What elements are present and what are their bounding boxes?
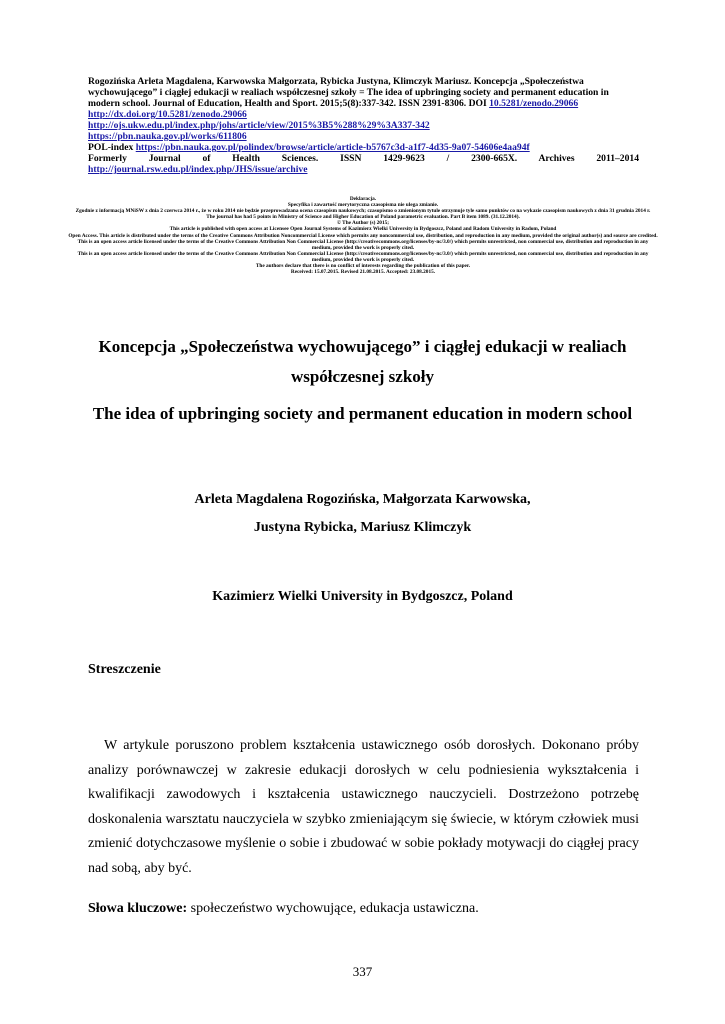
declaration-line: Zgodnie z informacją MNiSW z dnia 2 czerwca 2014 r., że w roku 2014 nie będzie przeprowadzana ocena czasopism naukowych; czasopismo o zmienionym tytule otrzymuje tyle samo punktów co na wykazie czasopism naukowych z dnia 31 grudnia 2014 r. bbox=[75, 208, 651, 215]
doi-link[interactable]: 10.5281/zenodo.29066 bbox=[489, 98, 579, 109]
abstract-text: W artykule poruszono problem kształcenia ustawicznego osób dorosłych. Dokonano próby analizy porównawczej w zakresie edukacji dorosłych w celu podniesienia wykształcenia i kwalifikacji zawodowych i kształcenia ustawicznego nauczycieli. Dostrzeżono potrzebę doskonalenia warsztatu nauczyciela w szybko zmieniającym się świecie, w którym człowiek musi zmienić dotychczasowe myślenie o sobie i zbudować w sobie pokłady motywacji do ciągłej pracy nad sobą, aby być. bbox=[88, 738, 639, 876]
declaration-line: © The Author (s) 2015; bbox=[336, 220, 390, 227]
declaration-line: Specyfika i zawartość merytoryczna czasopisma nie ulega zmianie. bbox=[287, 202, 439, 209]
declaration-line: The journal has had 5 points in Ministry of Science and Higher Education of Poland parametric evaluation. Part B item 1089. (31.12.2014). bbox=[206, 214, 520, 221]
author-list bbox=[80, 486, 645, 542]
title-english: The idea of upbringing society and permanent education in modern school bbox=[92, 404, 633, 423]
author-line: Arleta Magdalena Rogozińska, Małgorzata Karwowska, bbox=[194, 492, 531, 507]
abstract-heading: Streszczenie bbox=[88, 662, 161, 677]
archive-link[interactable]: http://journal.rsw.edu.pl/index.php/JHS/issue/archive bbox=[88, 164, 308, 175]
ojs-article-link[interactable]: http://ojs.ukw.edu.pl/index.php/johs/article/view/2015%3B5%288%29%3A337-342 bbox=[88, 120, 430, 131]
page-number: 337 bbox=[352, 964, 373, 979]
formerly-line: Formerly Journal of Health Sciences. ISSN 1429-9623 / 2300-665X. Archives 2011–2014 bbox=[88, 153, 639, 164]
declaration-line: This article is published with open access at Licensee Open Journal Systems of Kazimierz Wielki University in Bydgoszcz, Poland and Radom University in Radom, Poland bbox=[169, 226, 557, 233]
declaration-line: The authors declare that there is no conflict of interests regarding the publication of this paper. bbox=[255, 263, 471, 270]
declaration-line: Open Access. This article is distributed under the terms of the Creative Commons Attribution Noncommercial License which permits any noncommercial use, distribution, and reproduction in any medium, provided the original author(s) and source are credited. This is an open access article licensed under the terms of the Creative Commons Attribution Non Commercial License (http://creativecommons.org/licenses/by-nc/3.0/) which permits unrestricted, non commercial use, distribution and reproduction in any medium, provided the work is properly cited. bbox=[68, 232, 658, 251]
declaration-line: This is an open access article licensed under the terms of the Creative Commons Attribution Non Commercial License (http://creativecommons.org/licenses/by-nc/3.0/) which permits unrestricted, non commercial use, distribution and reproduction in any medium, provided the work is properly cited. bbox=[77, 250, 649, 263]
declaration-line: Deklaracja. bbox=[349, 196, 377, 202]
keywords-text: społeczeństwo wychowujące, edukacja ustawiczna. bbox=[187, 901, 479, 916]
author-line: Justyna Rybicka, Mariusz Klimczyk bbox=[253, 520, 472, 535]
title-polish: Koncepcja „Społeczeństwa wychowującego” i ciągłej edukacji w realiach współczesnej szkoły bbox=[98, 337, 627, 386]
pol-index-label: POL-index bbox=[88, 142, 134, 153]
keywords-line bbox=[88, 899, 639, 919]
affiliation: Kazimierz Wielki University in Bydgoszcz, Poland bbox=[212, 589, 513, 604]
declaration-line: Received: 15.07.2015. Revised 21.08.2015. Accepted: 23.08.2015. bbox=[290, 269, 436, 276]
pol-index-link[interactable]: https://pbn.nauka.gov.pl/polindex/browse/article/article-b5767c3d-a1f7-4d35-9a07-54606e4aa94f bbox=[135, 142, 530, 153]
keywords-label: Słowa kluczowe: bbox=[88, 901, 188, 916]
citation-header bbox=[88, 76, 639, 175]
citation-block bbox=[88, 76, 639, 109]
citation-text: Rogozińska Arleta Magdalena, Karwowska Małgorzata, Rybicka Justyna, Klimczyk Mariusz. Koncepcja „Społeczeństwa wychowującego” i ciągłej edukacji w realiach współczesnej szkoły = The idea of upbringing society and permanent education in modern school. Journal of Education, Health and Sport. 2015;5(8):337-342. ISSN 2391-8306. DOI bbox=[88, 76, 609, 109]
declaration-block bbox=[68, 196, 658, 275]
pbn-works-link[interactable]: https://pbn.nauka.gov.pl/works/611806 bbox=[88, 131, 247, 142]
dx-doi-link[interactable]: http://dx.doi.org/10.5281/zenodo.29066 bbox=[88, 109, 247, 120]
